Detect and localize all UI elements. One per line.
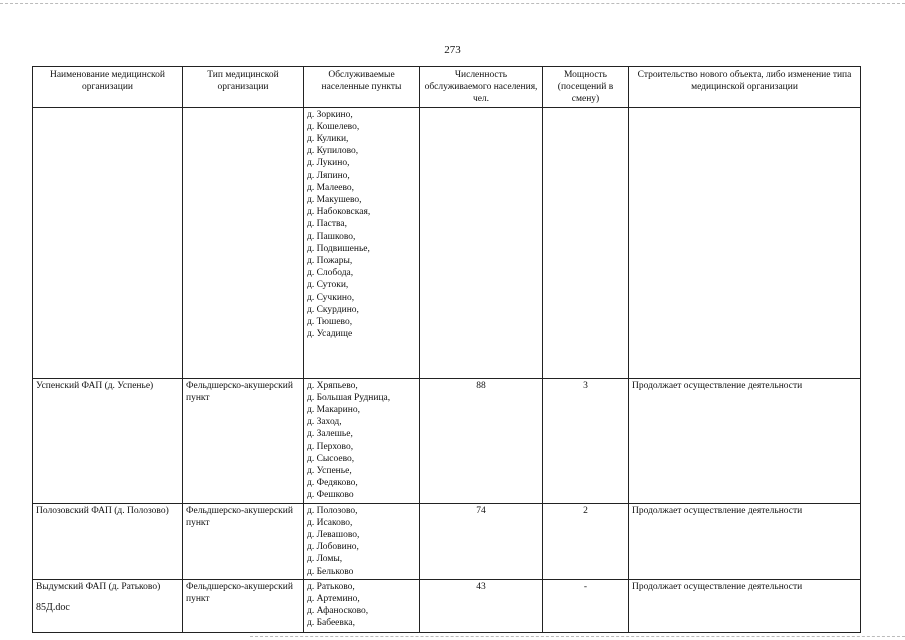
table-row — [33, 378, 861, 503]
localities-cell — [304, 107, 420, 378]
locality-item: д. Фешково — [307, 490, 354, 501]
table-header-row — [33, 67, 861, 108]
locality-item: д. Ломы, — [307, 554, 343, 565]
capacity-cell: 2 — [543, 503, 629, 579]
locality-item: д. Сутоки, — [307, 280, 349, 291]
locality-item: д. Усадище — [307, 329, 353, 340]
locality-item: д. Тюшево, — [307, 317, 353, 328]
header-capacity: Мощность (посещений в смену) — [543, 67, 629, 108]
locality-item: д. Залешье, — [307, 429, 353, 440]
table-row — [33, 579, 861, 632]
header-population: Численность обслуживаемого населения, чел. — [420, 67, 543, 108]
locality-item: д. Афаносково, — [307, 606, 369, 617]
org-name-cell — [33, 107, 183, 378]
capacity-cell — [543, 107, 629, 378]
locality-item: д. Слобода, — [307, 268, 354, 279]
locality-item: д. Федяково, — [307, 478, 358, 489]
locality-item: д. Артемино, — [307, 594, 360, 605]
locality-item: д. Ратьково, — [307, 581, 355, 592]
localities-list — [307, 109, 416, 341]
scan-edge-top — [0, 3, 905, 4]
locality-item: д. Паства, — [307, 219, 347, 230]
locality-item: д. Скурдино, — [307, 304, 359, 315]
localities-cell — [304, 378, 420, 503]
status-cell: Продолжает осуществление деятельности — [629, 503, 861, 579]
locality-item: д. Бельково — [307, 566, 354, 577]
locality-item: д. Подвишенье, — [307, 243, 370, 254]
locality-item: д. Пожары, — [307, 256, 353, 267]
capacity-cell: 3 — [543, 378, 629, 503]
locality-item: д. Набоковская, — [307, 207, 371, 218]
org-type-cell — [183, 107, 304, 378]
locality-item: д. Купилово, — [307, 146, 359, 157]
locality-item: д. Большая Рудница, — [307, 392, 391, 403]
locality-item: д. Макарино, — [307, 405, 360, 416]
capacity-cell: - — [543, 579, 629, 632]
locality-item: д. Кошелево, — [307, 121, 360, 132]
localities-cell — [304, 503, 420, 579]
org-name-cell: Полозовский ФАП (д. Полозово) — [33, 503, 183, 579]
locality-item: д. Левашово, — [307, 530, 360, 541]
locality-item: д. Макушево, — [307, 195, 362, 206]
localities-list — [307, 581, 416, 630]
population-cell: 88 — [420, 378, 543, 503]
org-type-cell: Фельдшерско-акушерский пункт — [183, 579, 304, 632]
locality-item: д. Кулики, — [307, 134, 349, 145]
org-name-cell: Выдумский ФАП (д. Ратьково) — [33, 579, 183, 632]
locality-item: д. Ляпино, — [307, 170, 350, 181]
table-row — [33, 503, 861, 579]
locality-item: д. Бабеевка, — [307, 618, 355, 629]
scan-edge-bottom — [250, 636, 905, 637]
footer-filename: 85Д.doc — [36, 602, 70, 613]
header-org-name: Наименование медицинской организации — [33, 67, 183, 108]
locality-item: д. Сысоево, — [307, 453, 355, 464]
locality-item: д. Лобовино, — [307, 542, 359, 553]
table-row — [33, 107, 861, 378]
locality-item: д. Успенье, — [307, 466, 352, 477]
locality-item: д. Заход, — [307, 417, 342, 428]
localities-list — [307, 380, 416, 502]
status-cell: Продолжает осуществление деятельности — [629, 378, 861, 503]
org-name-cell: Успенский ФАП (д. Успенье) — [33, 378, 183, 503]
header-localities: Обслуживаемые населенные пункты — [304, 67, 420, 108]
header-org-type: Тип медицинской организации — [183, 67, 304, 108]
page-number: 273 — [444, 44, 461, 56]
locality-item: д. Исаково, — [307, 517, 353, 528]
locality-item: д. Перхово, — [307, 441, 354, 452]
population-cell: 74 — [420, 503, 543, 579]
localities-list — [307, 505, 416, 578]
org-type-cell: Фельдшерско-акушерский пункт — [183, 503, 304, 579]
locality-item: д. Малеево, — [307, 182, 355, 193]
locality-item: д. Полозово, — [307, 505, 358, 516]
header-status: Строительство нового объекта, либо изменение типа медицинской организации — [629, 67, 861, 108]
org-type-cell: Фельдшерско-акушерский пункт — [183, 378, 304, 503]
population-cell: 43 — [420, 579, 543, 632]
status-cell — [629, 107, 861, 378]
locality-item: д. Зоркино, — [307, 109, 353, 120]
locality-item: д. Лукино, — [307, 158, 350, 169]
locality-item: д. Сучкино, — [307, 292, 355, 303]
localities-cell — [304, 579, 420, 632]
population-cell — [420, 107, 543, 378]
status-cell: Продолжает осуществление деятельности — [629, 579, 861, 632]
facilities-table — [32, 66, 861, 633]
locality-item: д. Хряпьево, — [307, 380, 358, 391]
locality-item: д. Пашково, — [307, 231, 356, 242]
